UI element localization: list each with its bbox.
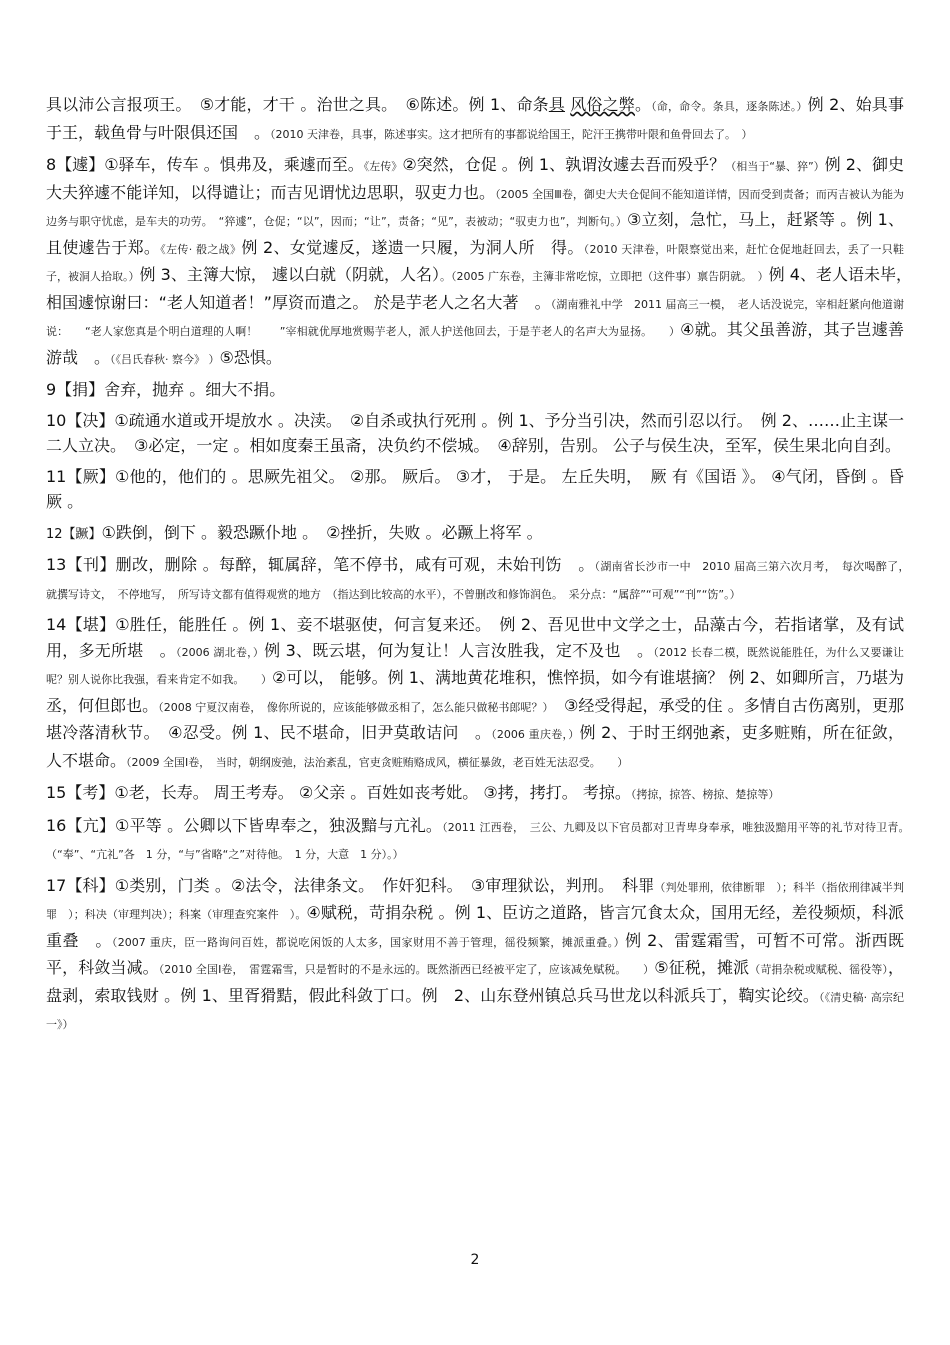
annotation: （《清史稿· 高宗纪一》）	[46, 990, 904, 1031]
text: ⑤恐惧。	[219, 347, 282, 367]
text: ⑤征税，摊派	[654, 958, 750, 977]
entry-8-ju	[46, 152, 920, 372]
annotation: （《吕氏春秋· 察今》 ）	[110, 352, 220, 366]
document-body	[46, 92, 920, 1043]
text: ②可以， 能够。例 1、满地黄花堆积，憔悴损，如今有谁堪摘？ 例 2、如卿所言，乃堪为丞，何但郎也。	[46, 668, 904, 715]
text: 12【蹶】	[46, 526, 102, 542]
entry-11-jue: 11【厥】①他的，他们的 。思厥先祖父。 ②那。 厥后。 ③才， 于是。 左丘失明， 厥 有《国语 》。 ④气闭，昏倒 。昏厥 。	[46, 466, 904, 511]
text: ④就。其父虽善游，其子岂遽善游哉 。	[46, 320, 904, 367]
entry-13-kan	[46, 552, 915, 607]
text: 例 2、女觉遽反，遂遗一只履，为洞人所 得。	[241, 237, 584, 257]
annotation: （2012 长春二模，既然说能胜任，为什么又要谦让呢？别人说你比我强，看来肯定不如我。 ）	[46, 645, 904, 686]
entry-17-ke	[46, 873, 904, 1038]
entry-10-jue: 10【决】①疏通水道或开堤放水 。决渎。 ②自杀或执行死刑 。例 1、予分当引决，然而引忍以行。 例 2、……止主谋一二人立决。 ③必定，一定 。相如度秦王虽斋，决负约不偿城。 ④辞别，告别。 公子与侯生决，至军，侯生果北向自刭。	[46, 410, 904, 455]
annotation: （2007 重庆，臣一路询问百姓，都说吃闲饭的人太多，国家财用不善于管理，徭役频繁，摊派重叠。）	[111, 935, 626, 949]
text: 13【刊】删改，删除 。每醉，辄属辞，笔不停书，咸有可观，未始刊饬 。	[46, 555, 595, 574]
text: 具以沛公言报项王。 ⑤才能，才干 。治世之具。 ⑥陈述。例 1、命条	[46, 95, 549, 114]
text: 15【考】①老，长寿。 周王考寿。 ②父亲 。百姓如丧考妣。 ③拷，拷打。 考掠。	[46, 783, 631, 802]
page-number: 2	[470, 1252, 480, 1268]
text: 14【堪】①胜任，能胜任 。例 1、妾不堪驱使，何言复来还。 例 2、吾见世中文学之士，品藻古今，若指诸掌，及有试用，多无所堪 。	[46, 615, 904, 660]
text: ①跌倒，倒下 。毅恐蹶仆地 。 ②挫折，失败 。必蹶上将军 。	[101, 522, 543, 542]
text: 例 4、老人语未毕， 相国遽惊谢曰：“老人知道者！”厚资而遣之。 於是芋老人之名大著 。	[46, 265, 920, 312]
wavy-underlined-text: 风俗之弊	[570, 95, 635, 114]
text: ③经受得起，承受的住 。多情自古伤离别，更那堪冷落清秋节。 ④忍受。例 1、民不堪命，旧尹莫敢诘问 。	[46, 695, 904, 742]
underlined-text: 具	[548, 95, 565, 114]
annotation: （2006 重庆卷，）	[491, 728, 580, 741]
annotation: （湖南省长沙市一中 2010 届高三第六次月考， 每次喝醉了， 就撰写诗文， 不停地写， 所写诗文都有值得观赏的地方 （指达到比较高的水平），不曾删改和修饰润色。 采分点：“属辞”“可观”“刊”“饬”。）	[46, 560, 915, 601]
text: 例 2、御史大夫猝遽不能详知，以得谴让；而吉见谓忧边思职，驭吏力也。	[46, 155, 904, 202]
text: 17【科】①类别，门类 。②法令，法律条文。 作奸犯科。 ③审理狱讼，判刑。 科罪	[46, 875, 655, 895]
text: ②突然，仓促 。例 1、孰谓汝遽去吾而殁乎？	[402, 155, 726, 174]
text: ③立刻，急忙，马上，赶紧等 。例 1、且使遽告于郑。	[46, 210, 904, 257]
annotation: （湖南雅礼中学 2011 届高三一模， 老人话没说完，宰相赶紧向他道谢说： “老人家您真是个明白道理的人啊！ ”宰相就优厚地赏赐芋老人，派人护送他回去，于是芋老人的名声大为显扬。 ）	[46, 297, 904, 338]
annotation: （2009 全国Ⅰ卷， 当时，朝纲废弛，法治紊乱，官吏贪赃贿赂成风，横征暴敛，老百姓无法忍受。 ）	[126, 755, 629, 769]
annotation: 《左传· 殽之战》	[160, 242, 242, 256]
entry-16-kang	[46, 813, 915, 868]
annotation: （苛捐杂税或赋税、徭役等）	[749, 963, 888, 976]
text: 例 3、主簿大惊， 遽以白就	[139, 265, 336, 284]
annotation: （命，命令。条具，逐条陈述。）	[651, 100, 808, 113]
entry-9-juan: 9【捐】舍弃，抛弃 。细大不捐。	[46, 380, 286, 399]
annotation: （2008 宁夏汉南卷， 像你所说的，应该能够做丞相了，怎么能只做秘书郎呢？）	[158, 700, 549, 714]
annotation: （判处罪刑，依律断罪 ）；科半（指依刑律减半判罪 ）；科决（审理判决）；科案（审理查究案件 ）。	[46, 880, 904, 921]
annotation: （2010 天津卷，具事，陈述事实。这才把所有的事都说给国王，陀汗王携带叶限和鱼骨回去了。 ）	[270, 127, 753, 141]
text: ，盘剥，索取钱财 。例 1、里胥猾黠，假此科敛丁口。例 2、山东登州镇总兵马世龙以科派兵丁，鞫实论绞。	[46, 958, 904, 1005]
text: 例 2、于时王纲弛紊，吏多赃贿，所在征敛，人不堪命。	[46, 723, 904, 770]
annotation: （2005 全国Ⅲ卷，御史大夫仓促间不能知道详情，因而受到责备；而丙吉被认为能为边务与职守忧虑，是车夫的功劳。 “猝遽”，仓促；“以”，因而；“让”，责备；“见”，表被动；“驭吏力也”，判断句。）	[46, 187, 904, 228]
annotation: （2006 湖北卷，）	[175, 645, 265, 659]
entry-15-kao	[46, 780, 904, 808]
entry-ju-continued	[46, 92, 904, 147]
entry-12-jue	[46, 520, 904, 548]
text: 例 2、始具事于王，载鱼骨与叶限俱还国 。	[46, 95, 904, 142]
text: 例 3、既云堪，何为复让！人言汝胜我，定不及也 。	[264, 640, 654, 660]
annotation: （2010 天津卷，叶限察觉出来，赶忙仓促地赶回去，丢了一只鞋子，被洞人拾取。）	[46, 242, 904, 283]
text: 。	[634, 95, 652, 114]
text: 16【亢】①平等 。公卿以下皆卑奉之，独汲黯与亢礼。	[46, 815, 443, 835]
text: （阴就，人名）	[335, 265, 441, 284]
entry-14-kan	[46, 612, 904, 775]
annotation: （拷掠，掠答、榜掠、楚掠等）	[630, 788, 780, 801]
annotation: （2011 江西卷， 三公、九卿及以下官员都对卫青卑身奉承，唯独汲黯用平等的礼节对待卫青。 （“奉”、“亢礼”各 1 分，“与”省略“之”对待他。 1 分，大意 1 分）。）	[46, 820, 915, 861]
annotation: 《左传》	[363, 160, 403, 173]
annotation: 。（2005 广东卷，主簿非常吃惊，立即把（这件事）禀告阴就。 ）	[440, 270, 769, 283]
text: 8【遽】①驿车，传车 。惧弗及，乘遽而至。	[46, 155, 364, 174]
annotation: （2010 全国Ⅰ卷， 雷霆霜雪，只是暂时的不是永远的。既然浙西已经被平定了，应该减免赋税。 ）	[158, 963, 655, 976]
annotation: （相当于“暴、猝”）	[725, 160, 825, 173]
text: 例 2、雷霆霜雪，可暂不可常。浙西既平，科敛当减。	[46, 930, 904, 977]
text: ④赋税，苛捐杂税 。例 1、臣访之道路，皆言冗食太众，国用无经，差役频烦，科派重叠 。	[46, 903, 904, 950]
